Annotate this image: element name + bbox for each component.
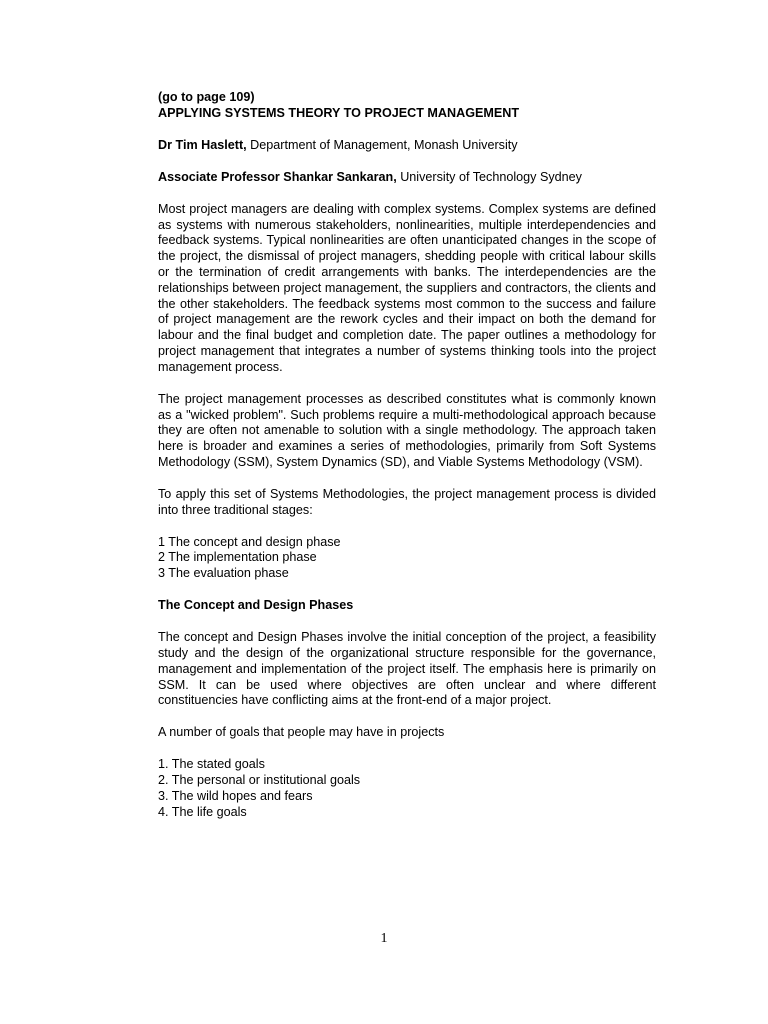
page-number: 1 [380,931,388,946]
section-heading: The Concept and Design Phases [158,598,354,613]
paragraph-goals-intro: A number of goals that people may have in projects [158,725,445,740]
author-2 [158,170,656,186]
author-1-name: Dr Tim Haslett, [158,137,247,152]
document-page [158,90,656,821]
author-2-affiliation: University of Technology Sydney [396,169,582,184]
paragraph-wicked-problem: The project management processes as described constitutes what is commonly known as a "wicked problem". Such problems require a multi-methodological approach because they are often not amenable to solution with a single methodology. The approach taken here is broader and examines a series of methodologies, primarily from Soft Systems Methodology (SSM), System Dynamics (SD), and Viable Systems Methodology (VSM). [158,391,656,469]
author-1-affiliation: Department of Management, Monash University [246,137,518,152]
paragraph-concept-design: The concept and Design Phases involve the initial conception of the project, a feasibility study and the design of the organizational structure responsible for the governance, management and implementation of the project itself. The emphasis here is primarily on SSM. It can be used where objectives are often unclear and where different constituencies have conflicting aims at the front-end of a major project. [158,630,656,708]
stage-item: 2 The implementation phase [158,550,317,565]
goal-item: 3. The wild hopes and fears [158,788,313,803]
author-2-name: Associate Professor Shankar Sankaran, [158,169,397,184]
stage-item: 1 The concept and design phase [158,534,341,549]
paragraph-abstract: Most project managers are dealing with complex systems. Complex systems are defined as systems with numerous stakeholders, nonlinearities, multiple interdependencies and feedback systems. Typical nonlinearities are often unanticipated changes in the scope of the project, the dismissal of project managers, shedding people with critical labour skills or the termination of credit arrangements with banks. The interdependencies are the relationships between project management, the suppliers and contractors, the clients and the other stakeholders. The feedback systems most common to the success and failure of project management are the rework cycles and their impact on both the demand for labour and the final budget and completion date. The paper outlines a methodology for project management that integrates a number of systems thinking tools into the project management process. [158,201,656,374]
paper-title: APPLYING SYSTEMS THEORY TO PROJECT MANAGEMENT [158,105,520,120]
goto-note: (go to page 109) [158,90,255,104]
goal-item: 2. The personal or institutional goals [158,773,361,788]
stage-item: 3 The evaluation phase [158,566,289,581]
goal-item: 4. The life goals [158,804,247,819]
author-1 [158,138,656,154]
goal-item: 1. The stated goals [158,757,265,772]
paragraph-stages-intro: To apply this set of Systems Methodologies, the project management process is divided into three traditional stages: [158,486,656,517]
